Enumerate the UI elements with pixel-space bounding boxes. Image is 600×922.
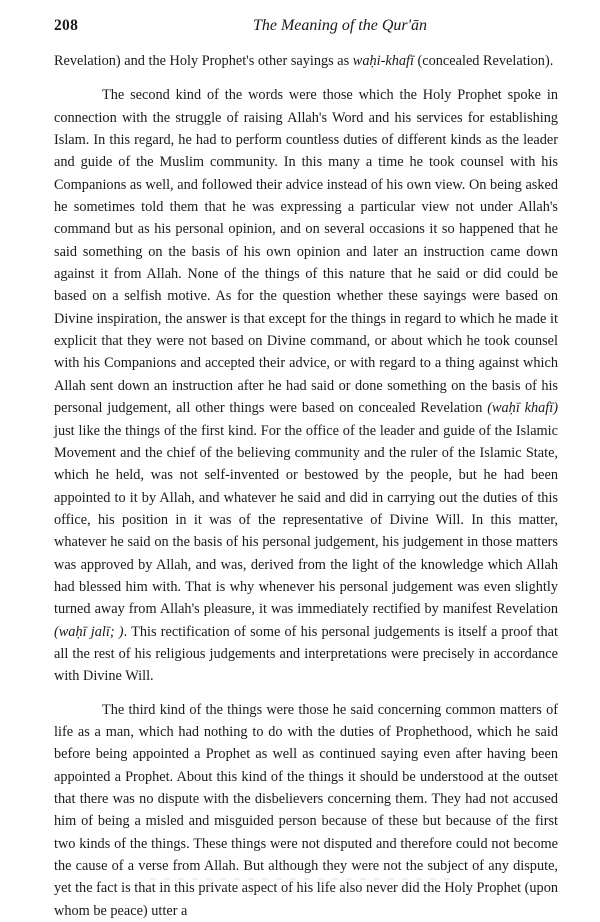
- text-run: The third kind of the things were those he said concerning common matters of life as a man, which had nothing to do with the duties of Prophethood, which he said before being appointed a Prophet as well as continued saying even after having been appointed a Prophet. About this kind of the things it should be understood at the outset that there was no dispute with the disbelievers concerning them. They had not accused him of being a misled and misguided person because of these but because of the first two kinds of the things. These things were not disputed and therefore could not become the cause of a verse from Allah. But although they were not the subject of any dispute, yet the fact is that in this private aspect of his life also never did the Holy Prophet (upon whom be peace) utter a: [54, 701, 558, 919]
- arabic-term: (waḥī khafī): [487, 400, 558, 417]
- arabic-term: waḥi-khafī: [352, 53, 414, 69]
- paragraph-second-kind: [54, 84, 558, 687]
- arabic-term: (waḥī jalī; ): [54, 623, 124, 640]
- text-run: (concealed Revelation).: [413, 53, 554, 69]
- body-text: [54, 50, 558, 922]
- paragraph-third-kind: [54, 699, 558, 922]
- scan-artifact: [150, 878, 450, 880]
- text-run: just like the things of the first kind. For the office of the leader and guide of the Islamic Movement and the chief of the believing community and the ruler of the Islamic State, which he held, was not self-invented or bestowed by the people, but he had been appointed to it by Allah, and whatever he said and did in carrying out the duties of this office, his position in it was of the representative of Divine Will. In this matter, whatever he said on the basis of his personal judgement, his judgement in those matters was approved by Allah, and was, derived from the light of the knowledge which Allah had blessed him with. That is why whenever his personal judgement was even slightly turned away from Allah's pleasure, it was immediately rectified by manifest Revelation: [54, 422, 558, 618]
- text-run: The second kind of the words were those which the Holy Prophet spoke in connection with the struggle of raising Allah's Word and his services for establishing Islam. In this regard, he had to perform countless duties of different kinds as the leader and guide of the Muslim community. In this many a time he took counsel with his Companions as well, and followed their advice instead of his own view. On being asked he sometimes told them that he was expressing a particular view not under Allah's command but as his personal opinion, and on several occasions it so happened that he said something on the basis of his own opinion and later an instruction came down against it from Allah. None of the things of this nature that he said or did could be based on a selfish motive. As for the question whether these sayings were based on Divine inspiration, the answer is that except for the things in regard to which he made it explicit that they were not based on Divine command, or about which he took counsel with his Companions and accepted their advice, or with regard to a thing against which Allah sent down an instruction after he had said or done something on the basis of his personal judgement, all other things were based on concealed Revelation: [54, 87, 558, 417]
- page-number: 208: [54, 17, 79, 34]
- running-title: The Meaning of the Qur'ān: [252, 17, 428, 34]
- text-run: . This rectification of some of his personal judgements is itself a proof that all the rest of his religious judgements and interpretations were precisely in accordance with Divine Will.: [54, 623, 558, 685]
- paragraph-continued: [54, 50, 558, 72]
- text-run: Revelation) and the Holy Prophet's other sayings as: [54, 53, 353, 69]
